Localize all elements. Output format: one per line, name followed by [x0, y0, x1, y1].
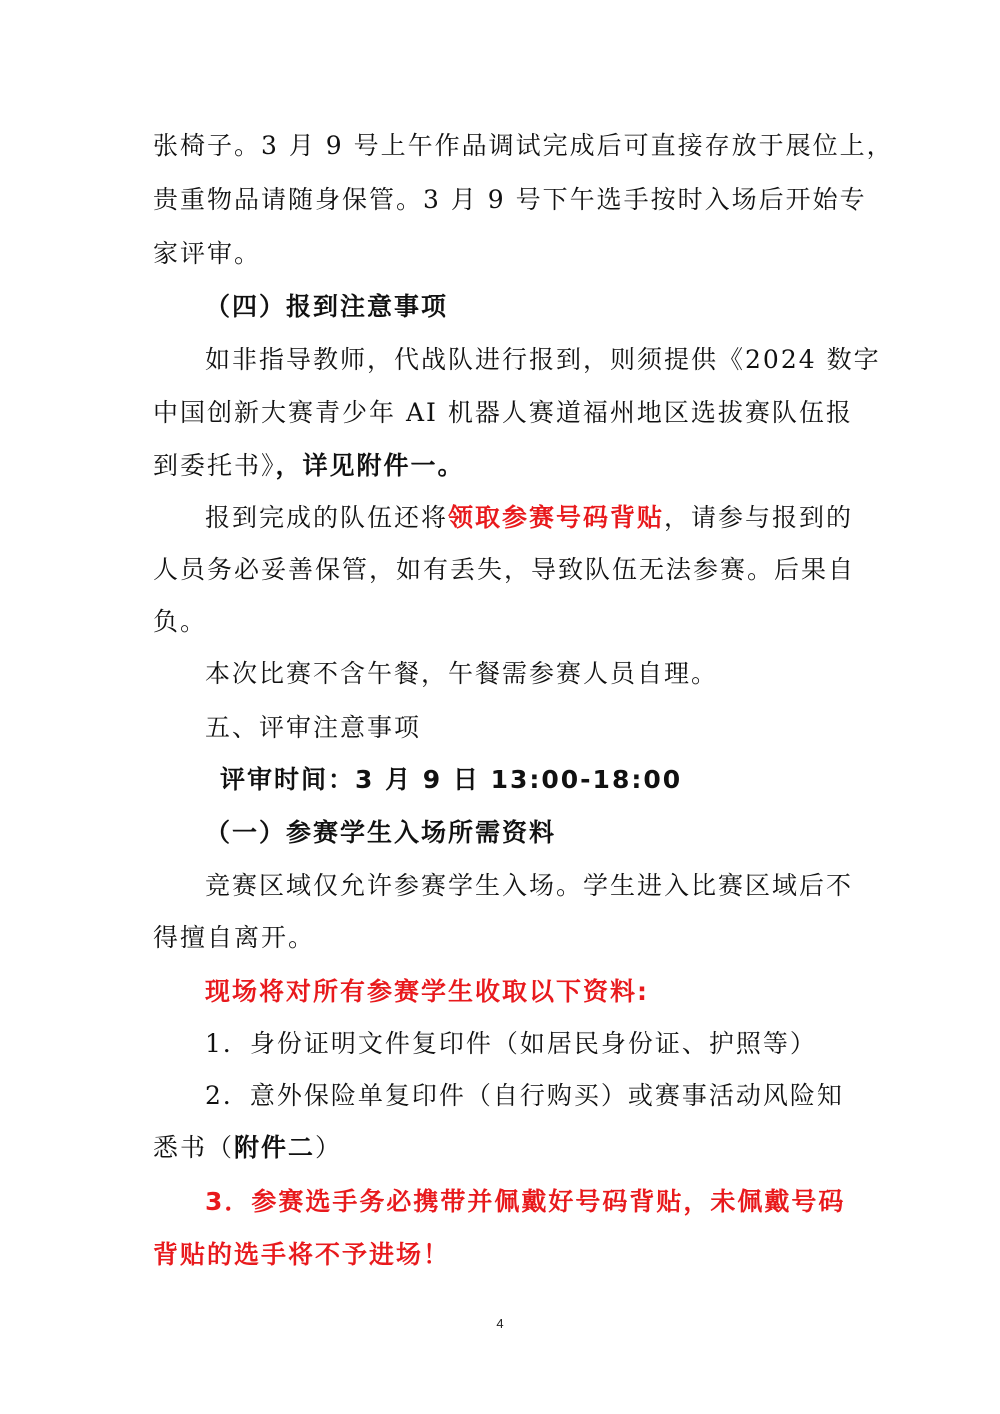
attachment-2-label: 附件二: [234, 1133, 316, 1162]
section-4-para1-line-3: [153, 448, 853, 484]
red-notice: 现场将对所有参赛学生收取以下资料:: [205, 977, 649, 1006]
list-item-3-line-1: 3．参赛选手务必携带并佩戴好号码背贴，未佩戴号码: [205, 1187, 846, 1216]
continuation-line-1: 张椅子。3 月 9 号上午作品调试完成后可直接存放于展位上，: [153, 131, 894, 160]
list-item-2-line-1: 2．意外保险单复印件（自行购买）或赛事活动风险知: [205, 1081, 844, 1110]
list-item-2-line-2: [153, 1130, 853, 1166]
section-4-para3: 本次比赛不含午餐，午餐需参赛人员自理。: [205, 659, 719, 688]
continuation-line-3: 家评审。: [153, 239, 262, 268]
see-attachment-1: ，详见附件一。: [275, 451, 465, 480]
section-4-para2-line-1: [205, 500, 905, 536]
section-5-para1-line-1: 竞赛区域仅允许参赛学生入场。学生进入比赛区域后不: [205, 871, 854, 900]
section-4-heading: （四）报到注意事项: [205, 292, 449, 321]
section-4-para2-line-2: 人员务必妥善保管，如有丢失，导致队伍无法参赛。后果自: [153, 555, 856, 584]
item2-end: ）: [315, 1133, 343, 1162]
item2-plain: 悉书（: [153, 1133, 235, 1162]
section-4-para1-line-1: 如非指导教师，代战队进行报到，则须提供《2024 数字: [205, 345, 881, 374]
number-sticker-highlight: 领取参赛号码背贴: [448, 503, 665, 532]
review-time: 评审时间：3 月 9 日 13:00-18:00: [220, 765, 683, 794]
section-5-heading: 五、评审注意事项: [205, 713, 422, 742]
section-4-para2-line-3: 负。: [153, 607, 208, 636]
para2-suffix: ，请参与报到的: [664, 503, 854, 532]
list-item-3-line-2: 背贴的选手将不予进场！: [153, 1240, 451, 1269]
section-5-para1-line-2: 得擅自离开。: [153, 923, 316, 952]
section-5-sub1-heading: （一）参赛学生入场所需资料: [205, 818, 557, 847]
section-4-para1-line-2: 中国创新大赛青少年 AI 机器人赛道福州地区选拔赛队伍报: [153, 398, 853, 427]
authorization-letter-title: 到委托书》: [153, 451, 276, 480]
para2-prefix: 报到完成的队伍还将: [205, 503, 449, 532]
page-number: 4: [496, 1316, 504, 1331]
continuation-line-2: 贵重物品请随身保管。3 月 9 号下午选手按时入场后开始专: [153, 185, 867, 214]
list-item-1: 1．身份证明文件复印件（如居民身份证、护照等）: [205, 1029, 817, 1058]
